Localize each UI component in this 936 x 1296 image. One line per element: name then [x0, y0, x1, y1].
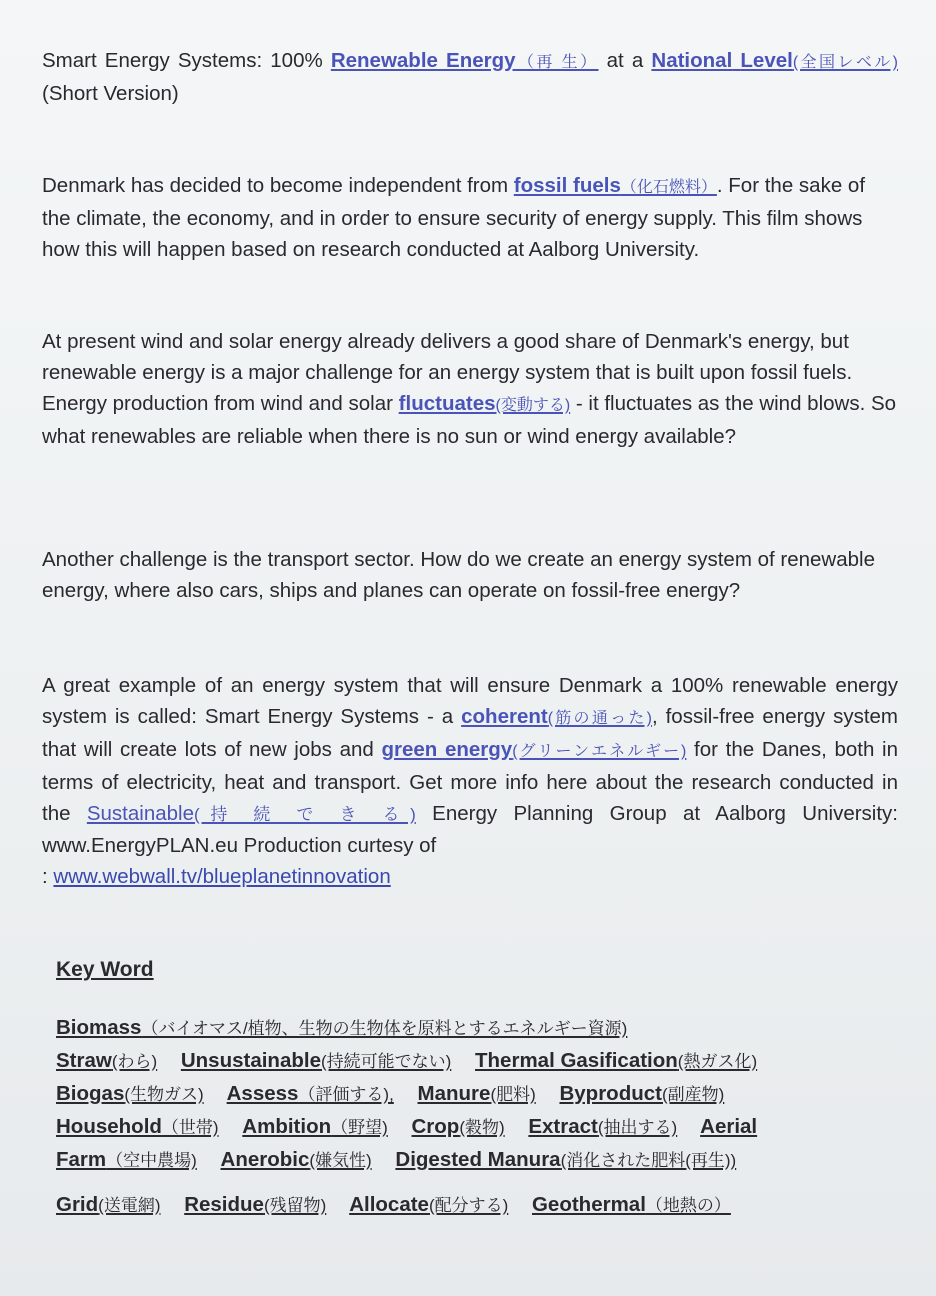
keyword-line — [56, 1111, 908, 1144]
keyword-line — [56, 1045, 908, 1078]
keyword-household: Household（世帯) — [56, 1115, 219, 1138]
keyword-biomass: Biomass（バイオマス/植物、生物の生物体を原料とするエネルギー資源) — [56, 1016, 628, 1039]
title-text: Smart Energy Systems: 100% — [42, 49, 331, 72]
green-energy-link[interactable]: green energy(グリーンエネルギー) — [381, 738, 687, 761]
sustainable-link[interactable]: Sustainable(持 続 で き る) — [86, 802, 416, 825]
keyword-aerial: Aerial — [700, 1115, 758, 1138]
keyword-line — [56, 1144, 908, 1177]
keyword-residue: Residue(残留物) — [184, 1193, 327, 1216]
keyword-list — [56, 1012, 908, 1222]
national-level-link[interactable]: National Level(全国レベル) — [651, 49, 898, 72]
fluctuates-link[interactable]: fluctuates(変動する) — [398, 392, 571, 415]
renewable-energy-link[interactable]: Renewable Energy（再 生） — [330, 49, 599, 72]
keyword-line — [56, 1189, 908, 1222]
keyword-farm: Farm（空中農場) — [56, 1148, 197, 1171]
fossil-fuels-link[interactable]: fossil fuels（化石燃料） — [513, 174, 717, 197]
coherent-link[interactable]: coherent(筋の通った) — [461, 705, 652, 728]
keyword-extract: Extract(抽出する) — [528, 1115, 678, 1138]
keyword-anerobic: Anerobic(嫌気性) — [220, 1148, 372, 1171]
keyword-manure: Manure(肥料) — [417, 1082, 536, 1105]
keyword-geothermal: Geothermal（地熱の） — [531, 1193, 731, 1216]
keyword-unsustainable: Unsustainable(持続可能でない) — [180, 1049, 452, 1072]
keyword-crop: Crop(穀物) — [411, 1115, 505, 1138]
paragraph-wind-solar: At present wind and solar energy already delivers a good share of Denmark's energy, but renewable energy is a major challenge for an energy system that is built upon fossil fuels. Energy production from wind and solar fluctuates(変動する) - it fluctuates as the wind blows. So what renewables are reliable when there is no sun or wind energy available? — [42, 330, 897, 448]
paragraph-denmark: Denmark has decided to become independent from fossil fuels（化石燃料）. For the sake of the climate, the economy, and in order to ensure security of energy supply. This film shows how this will happen based on research conducted at Aalborg University. — [42, 174, 866, 261]
keyword-line — [56, 1078, 908, 1111]
keyword-heading: Key Word — [56, 958, 154, 981]
keyword-allocate: Allocate(配分する) — [349, 1193, 509, 1216]
keyword-digested-manura: Digested Manura(消化された肥料(再生)) — [395, 1148, 737, 1171]
title-suffix: (Short Version) — [42, 82, 179, 105]
title-mid-text: at a — [606, 49, 652, 72]
keyword-thermal-gasification: Thermal Gasification(熱ガス化) — [475, 1049, 758, 1072]
keyword-byproduct: Byproduct(副産物) — [559, 1082, 725, 1105]
keyword-line — [56, 1012, 908, 1045]
webwall-url-link[interactable]: www.webwall.tv/blueplanetinnovation — [53, 865, 391, 888]
keyword-grid: Grid(送電網) — [56, 1193, 161, 1216]
keyword-biogas: Biogas(生物ガス) — [56, 1082, 204, 1105]
keyword-straw: Straw(わら) — [56, 1049, 158, 1072]
paragraph-smart-energy: A great example of an energy system that will ensure Denmark a 100% renewable energy system is called: Smart Energy Systems - a coherent(筋の通った), fossil-free energy system that will create lots of new jobs and green energy(グリーンエネルギー) for the Danes, both in terms of electricity, heat and transport. Get more info here about the research conducted in the Sustainable(持 続 で き る) Energy Planning Group at Aalborg University: www.EnergyPLAN.eu Production curtesy of : www.webwall.tv/blueplanetinnovation — [42, 674, 898, 888]
document-title — [42, 45, 898, 109]
keyword-assess: Assess（評価する), — [226, 1082, 394, 1105]
keyword-ambition: Ambition（野望) — [242, 1115, 388, 1138]
paragraph-transport: Another challenge is the transport sector. How do we create an energy system of renewable energy, where also cars, ships and planes can operate on fossil-free energy? — [42, 548, 875, 602]
